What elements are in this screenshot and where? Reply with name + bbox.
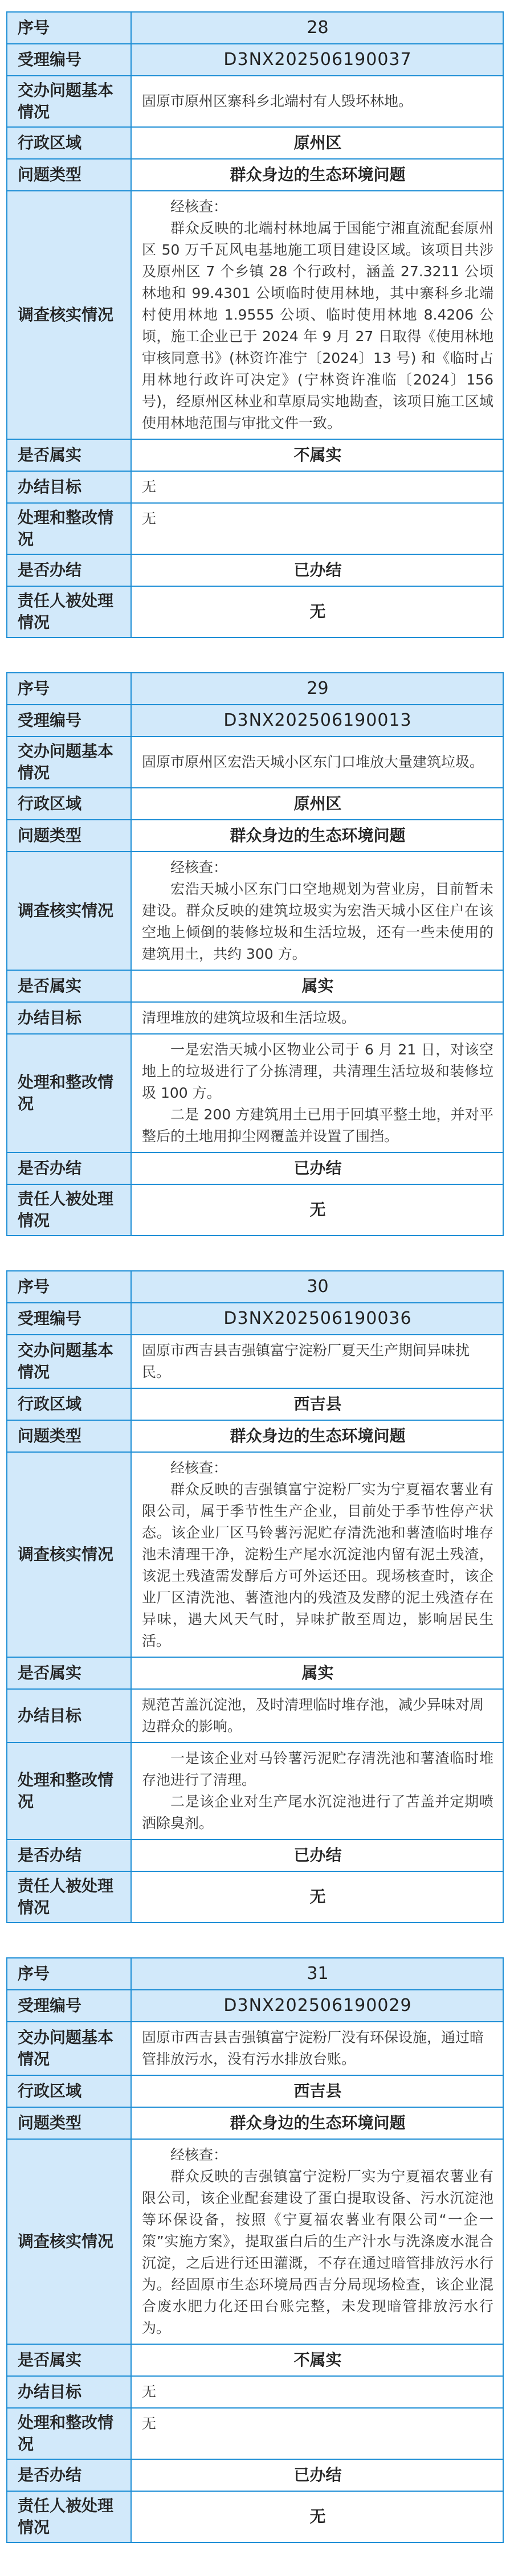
label-rectify: 处理和整改情况	[7, 1743, 132, 1839]
label-region: 行政区域	[7, 1389, 132, 1420]
value-investigation	[132, 852, 503, 970]
label-investigation: 调查核实情况	[7, 852, 132, 970]
label-issue: 交办问题基本情况	[7, 737, 132, 787]
label-closed: 是否办结	[7, 1840, 132, 1871]
row-accept-no	[7, 43, 503, 75]
value-goal: 无	[142, 479, 157, 495]
row-seq	[7, 1958, 503, 1989]
paragraph: 二是 200 方建筑用土已用于回填平整土地，并对平整后的土地用抑尘网覆盖并设置了围挡。	[142, 1106, 493, 1144]
label-issue: 交办问题基本情况	[7, 76, 132, 126]
row-goal	[7, 1001, 503, 1033]
row-responsible	[7, 586, 503, 637]
row-investigation	[7, 2139, 503, 2344]
row-investigation	[7, 190, 503, 439]
value-issue: 固原市西吉县吉强镇富宁淀粉厂没有环保设施，通过暗管排放污水，没有污水排放台账。	[142, 2029, 484, 2067]
paragraph: 二是该企业对生产尾水沉淀池进行了苫盖并定期喷洒除臭剂。	[142, 1793, 493, 1831]
row-goal	[7, 1688, 503, 1742]
label-is-true: 是否属实	[7, 2345, 132, 2375]
value-type: 群众身边的生态环境问题	[230, 1426, 406, 1445]
row-accept-no	[7, 1989, 503, 2021]
value-is-true: 属实	[301, 1663, 334, 1682]
row-type	[7, 158, 503, 190]
value-goal: 清理堆放的建筑垃圾和生活垃圾。	[142, 1009, 356, 1026]
label-rectify: 处理和整改情况	[7, 2409, 132, 2459]
paragraph: 经核查：	[170, 1459, 228, 1476]
row-accept-no	[7, 1302, 503, 1334]
row-investigation	[7, 1451, 503, 1657]
value-responsible: 无	[309, 602, 326, 621]
row-closed	[7, 2459, 503, 2491]
paragraph: 宏浩天城小区东门口空地规划为营业房，目前暂未建设。群众反映的建筑垃圾实为宏浩天城小区住户在该空地上倾倒的装修垃圾和生活垃圾，还有一些未使用的建筑用土，共约 300 方。	[142, 881, 493, 962]
label-type: 问题类型	[7, 160, 132, 190]
label-responsible: 责任人被处理情况	[7, 1872, 132, 1922]
label-is-true: 是否属实	[7, 971, 132, 1001]
label-accept-no: 受理编号	[7, 705, 132, 736]
row-goal	[7, 2375, 503, 2407]
value-accept-no: D3NX202506190029	[132, 1990, 503, 2021]
label-goal: 办结目标	[7, 2377, 132, 2407]
row-issue	[7, 736, 503, 787]
paragraph: 一是宏浩天城小区物业公司于 6 月 21 日，对该空地上的垃圾进行了分拣清理，共清理生活垃圾和装修垃圾 100 方。	[142, 1041, 493, 1101]
row-seq	[7, 13, 503, 43]
label-goal: 办结目标	[7, 1690, 132, 1742]
row-seq	[7, 1271, 503, 1302]
paragraph: 群众反映的吉强镇富宁淀粉厂实为宁夏福农薯业有限公司，属于季节性生产企业，目前处于季节性停产状态。该企业厂区马铃薯污泥贮存清洗池和薯渣临时堆存池未清理干净，淀粉生产尾水沉淀池内留有泥土残渣，该泥土残渣需发酵后方可外运还田。现场核查时，该企业厂区清洗池、薯渣池内的残渣及发酵的泥土残渣存在异味，遇大风天气时，异味扩散至周边，影响居民生活。	[142, 1481, 493, 1649]
value-rectify	[132, 1035, 503, 1152]
row-rectify	[7, 1742, 503, 1839]
row-is-true	[7, 439, 503, 471]
row-region	[7, 2075, 503, 2107]
value-type: 群众身边的生态环境问题	[230, 826, 406, 845]
label-goal: 办结目标	[7, 472, 132, 502]
label-region: 行政区域	[7, 788, 132, 819]
label-accept-no: 受理编号	[7, 1990, 132, 2021]
row-issue	[7, 1334, 503, 1388]
label-closed: 是否办结	[7, 1153, 132, 1184]
value-type: 群众身边的生态环境问题	[230, 2113, 406, 2132]
label-closed: 是否办结	[7, 555, 132, 586]
paragraph: 无	[142, 510, 157, 527]
value-region: 西吉县	[293, 1395, 342, 1413]
paragraph: 经核查：	[170, 859, 228, 876]
label-type: 问题类型	[7, 2108, 132, 2139]
label-is-true: 是否属实	[7, 1658, 132, 1688]
label-goal: 办结目标	[7, 1003, 132, 1033]
case-card	[6, 1270, 504, 1923]
label-seq: 序号	[7, 13, 132, 43]
value-investigation	[132, 2140, 503, 2344]
paragraph: 群众反映的吉强镇富宁淀粉厂实为宁夏福农薯业有限公司，该企业配套建设了蛋白提取设备、污水沉淀池等环保设备，按照《宁夏福农薯业有限公司“一企一策”实施方案》，提取蛋白后的生产汁水与洗涤废水混合沉淀，之后进行还田灌溉，不存在通过暗管排放污水行为。经固原市生态环境局西吉分局现场检查，该企业混合废水肥力化还田台账完整，未发现暗管排放污水行为。	[142, 2168, 493, 2336]
paragraph: 一是该企业对马铃薯污泥贮存清洗池和薯渣临时堆存池进行了清理。	[142, 1750, 493, 1788]
row-is-true	[7, 2344, 503, 2375]
row-responsible	[7, 2491, 503, 2542]
label-region: 行政区域	[7, 128, 132, 158]
row-closed	[7, 1152, 503, 1184]
row-goal	[7, 471, 503, 502]
value-goal: 无	[142, 2383, 157, 2400]
row-type	[7, 1420, 503, 1451]
value-seq: 31	[132, 1958, 503, 1989]
label-rectify: 处理和整改情况	[7, 504, 132, 554]
label-accept-no: 受理编号	[7, 44, 132, 75]
row-issue	[7, 75, 503, 126]
value-type: 群众身边的生态环境问题	[230, 165, 406, 184]
label-issue: 交办问题基本情况	[7, 1335, 132, 1388]
value-seq: 28	[132, 13, 503, 43]
case-card	[6, 1957, 504, 2543]
value-closed: 已办结	[293, 561, 342, 579]
paragraph: 群众反映的北端村林地属于国能宁湘直流配套原州区 50 万千瓦风电基地施工项目建设区域。该项目共涉及原州区 7 个乡镇 28 个行政村，涵盖 27.3211 公顷林地和 99.4301 公顷临时使用林地，其中寨科乡北端村使用林地 1.9555 公顷、临时使用林地 8.4206 公顷，施工企业已于 2024 年 9 月 27 日取得《使用林地审核同意书》(林资许准宁〔2024〕13 号) 和《临时占用林地行政许可决定》(宁林资许准临〔2024〕156 号)，经原州区林业和草原局实地勘查，该项目施工区域使用林地范围与审批文件一致。	[142, 220, 493, 431]
row-issue	[7, 2021, 503, 2075]
value-rectify	[132, 1743, 503, 1839]
value-responsible: 无	[309, 2507, 326, 2526]
value-region: 西吉县	[293, 2082, 342, 2100]
case-card	[6, 11, 504, 638]
value-closed: 已办结	[293, 2465, 342, 2484]
label-region: 行政区域	[7, 2076, 132, 2107]
label-type: 问题类型	[7, 1421, 132, 1451]
paragraph: 无	[142, 2415, 157, 2432]
row-responsible	[7, 1184, 503, 1235]
value-closed: 已办结	[293, 1846, 342, 1864]
value-responsible: 无	[309, 1200, 326, 1219]
value-investigation	[132, 1453, 503, 1657]
value-accept-no: D3NX202506190013	[132, 705, 503, 736]
row-closed	[7, 1839, 503, 1871]
value-goal: 规范苫盖沉淀池，及时清理临时堆存池，减少异味对周边群众的影响。	[142, 1696, 484, 1735]
label-investigation: 调查核实情况	[7, 1453, 132, 1657]
row-region	[7, 126, 503, 158]
row-is-true	[7, 970, 503, 1001]
row-is-true	[7, 1657, 503, 1688]
label-responsible: 责任人被处理情况	[7, 2492, 132, 2542]
row-rectify	[7, 502, 503, 554]
label-responsible: 责任人被处理情况	[7, 587, 132, 637]
value-responsible: 无	[309, 1887, 326, 1906]
label-rectify: 处理和整改情况	[7, 1035, 132, 1152]
value-is-true: 属实	[301, 976, 334, 995]
label-seq: 序号	[7, 673, 132, 704]
row-region	[7, 1388, 503, 1420]
row-seq	[7, 673, 503, 704]
label-seq: 序号	[7, 1271, 132, 1302]
value-seq: 29	[132, 673, 503, 704]
label-investigation: 调查核实情况	[7, 191, 132, 439]
value-accept-no: D3NX202506190037	[132, 44, 503, 75]
row-rectify	[7, 2407, 503, 2459]
value-seq: 30	[132, 1271, 503, 1302]
row-responsible	[7, 1871, 503, 1922]
paragraph: 经核查：	[170, 198, 228, 215]
row-rectify	[7, 1033, 503, 1152]
label-is-true: 是否属实	[7, 440, 132, 471]
value-rectify	[132, 504, 503, 554]
label-responsible: 责任人被处理情况	[7, 1185, 132, 1235]
value-issue: 固原市原州区寨科乡北端村有人毁坏林地。	[142, 93, 413, 109]
value-is-true: 不属实	[293, 2350, 342, 2369]
label-type: 问题类型	[7, 820, 132, 851]
value-investigation	[132, 191, 503, 439]
case-card	[6, 672, 504, 1236]
value-region: 原州区	[293, 133, 342, 152]
label-issue: 交办问题基本情况	[7, 2022, 132, 2075]
value-accept-no: D3NX202506190036	[132, 1303, 503, 1334]
label-investigation: 调查核实情况	[7, 2140, 132, 2344]
row-investigation	[7, 851, 503, 970]
label-closed: 是否办结	[7, 2460, 132, 2491]
row-region	[7, 787, 503, 819]
row-type	[7, 819, 503, 851]
label-seq: 序号	[7, 1958, 132, 1989]
row-closed	[7, 554, 503, 586]
value-region: 原州区	[293, 794, 342, 813]
row-type	[7, 2107, 503, 2139]
label-accept-no: 受理编号	[7, 1303, 132, 1334]
value-rectify	[132, 2409, 503, 2459]
value-issue: 固原市原州区宏浩天城小区东门口堆放大量建筑垃圾。	[142, 754, 484, 770]
value-issue: 固原市西吉县吉强镇富宁淀粉厂夏天生产期间异味扰民。	[142, 1342, 470, 1380]
value-closed: 已办结	[293, 1159, 342, 1177]
row-accept-no	[7, 704, 503, 736]
paragraph: 经核查：	[170, 2146, 228, 2163]
value-is-true: 不属实	[293, 445, 342, 464]
